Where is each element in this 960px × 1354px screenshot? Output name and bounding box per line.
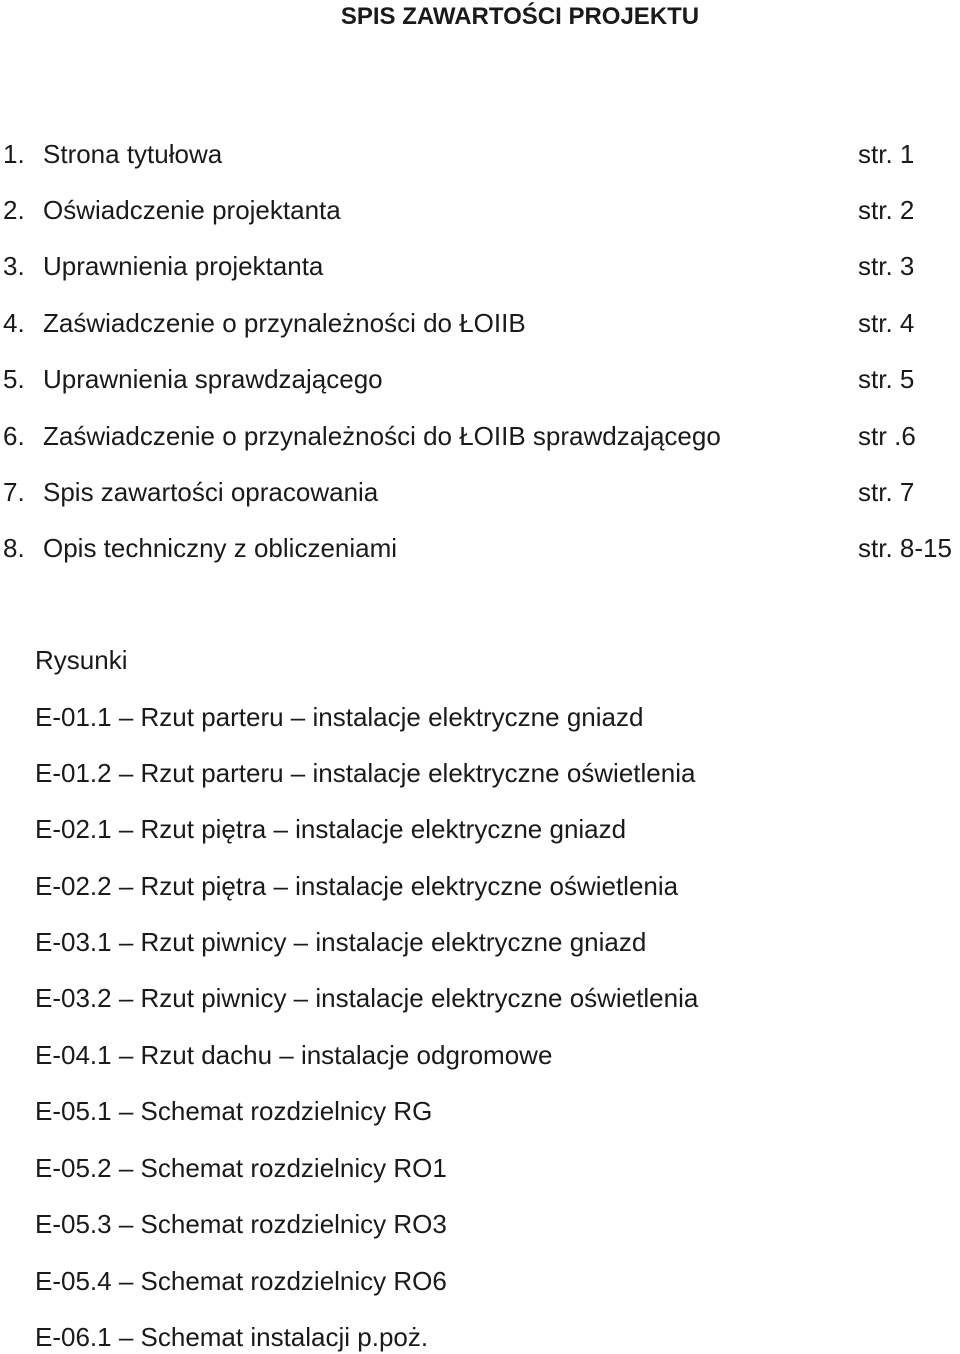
drawing-list-item: E-04.1 – Rzut dachu – instalacje odgromowe <box>35 1040 553 1070</box>
toc-number: 2. <box>3 195 25 225</box>
drawing-list-item: E-05.3 – Schemat rozdzielnicy RO3 <box>35 1209 447 1239</box>
drawing-list-item: E-03.1 – Rzut piwnicy – instalacje elektryczne gniazd <box>35 927 647 957</box>
toc-number: 4. <box>3 308 25 338</box>
toc-number: 6. <box>3 421 25 451</box>
drawing-list-item: E-05.4 – Schemat rozdzielnicy RO6 <box>35 1266 447 1296</box>
toc-page: str. 3 <box>858 251 915 281</box>
drawing-list-item: E-01.2 – Rzut parteru – instalacje elektryczne oświetlenia <box>35 758 696 788</box>
drawing-list-item: E-02.1 – Rzut piętra – instalacje elektryczne gniazd <box>35 814 627 844</box>
page-title: SPIS ZAWARTOŚCI PROJEKTU <box>340 3 700 30</box>
toc-row <box>0 193 960 227</box>
toc-page: str. 2 <box>858 195 915 225</box>
toc-label: Strona tytułowa <box>43 139 223 169</box>
toc-row <box>0 419 960 453</box>
toc-page: str. 5 <box>858 364 915 394</box>
toc-label: Opis techniczny z obliczeniami <box>43 533 398 563</box>
drawing-list-item: E-05.1 – Schemat rozdzielnicy RG <box>35 1096 433 1126</box>
toc-label: Spis zawartości opracowania <box>43 477 379 507</box>
toc-row <box>0 531 960 565</box>
toc-label: Zaświadczenie o przynależności do ŁOIIB <box>43 308 526 338</box>
toc-number: 8. <box>3 533 25 563</box>
toc-label: Uprawnienia projektanta <box>43 251 324 281</box>
toc-row <box>0 362 960 396</box>
drawing-list-item: E-06.1 – Schemat instalacji p.poż. <box>35 1322 429 1352</box>
toc-number: 1. <box>3 139 25 169</box>
toc-row <box>0 475 960 509</box>
toc-label: Oświadczenie projektanta <box>43 195 341 225</box>
toc-row <box>0 137 960 171</box>
toc-row <box>0 306 960 340</box>
toc-label: Zaświadczenie o przynależności do ŁOIIB sprawdzającego <box>43 421 721 451</box>
toc-page: str. 1 <box>858 139 915 169</box>
drawings-heading: Rysunki <box>35 645 128 675</box>
toc-label: Uprawnienia sprawdzającego <box>43 364 383 394</box>
drawing-list-item: E-02.2 – Rzut piętra – instalacje elektryczne oświetlenia <box>35 871 679 901</box>
toc-page: str. 4 <box>858 308 915 338</box>
drawing-list-item: E-01.1 – Rzut parteru – instalacje elektryczne gniazd <box>35 702 644 732</box>
drawing-list-item: E-05.2 – Schemat rozdzielnicy RO1 <box>35 1153 447 1183</box>
toc-number: 3. <box>3 251 25 281</box>
drawing-list-item: E-03.2 – Rzut piwnicy – instalacje elektryczne oświetlenia <box>35 983 699 1013</box>
toc-page: str. 7 <box>858 477 915 507</box>
toc-page: str. 8-15 <box>858 533 952 563</box>
toc-row <box>0 249 960 283</box>
toc-page: str .6 <box>858 421 916 451</box>
toc-number: 7. <box>3 477 25 507</box>
toc-number: 5. <box>3 364 25 394</box>
